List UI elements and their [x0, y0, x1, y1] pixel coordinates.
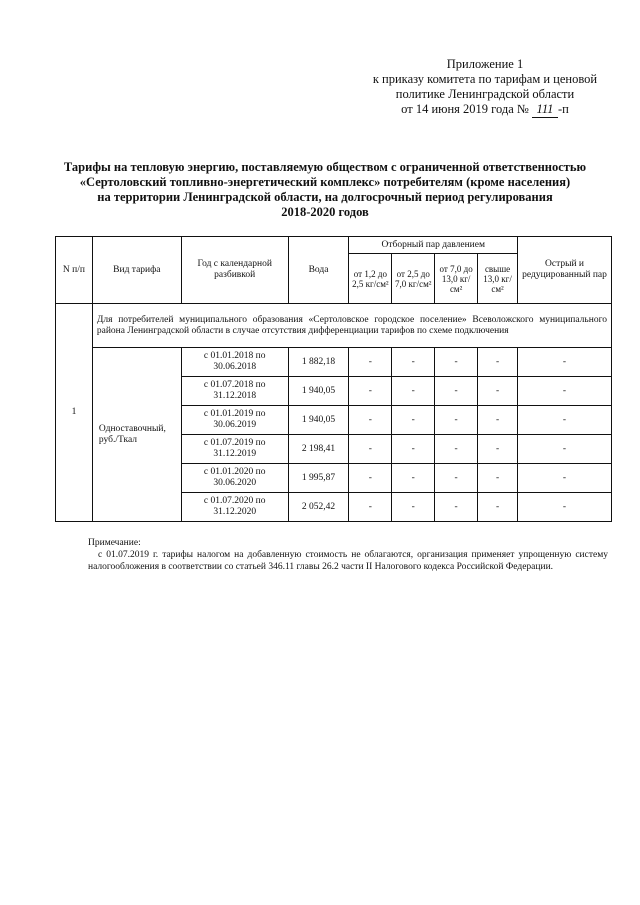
- header-num: N п/п: [56, 237, 93, 304]
- water-cell: 1 940,05: [288, 377, 349, 406]
- tariff-table: [55, 236, 612, 522]
- period-cell: с 01.07.2018 по 31.12.2018: [181, 377, 288, 406]
- consumer-group: Для потребителей муниципального образования «Сертоловское городское поселение» Всеволожского муниципального района Ленинградской области в случае отсутствия дифференциации тарифов по схеме подключения: [92, 304, 611, 348]
- steam-cell: -: [349, 377, 392, 406]
- steam-cell: -: [478, 493, 518, 522]
- steam-cell: -: [349, 348, 392, 377]
- header-period: Год с календарной разбивкой: [181, 237, 288, 304]
- steam-cell: -: [349, 406, 392, 435]
- header-steam-4: свыше 13,0 кг/см²: [478, 254, 518, 304]
- header-kind: Вид тарифа: [92, 237, 181, 304]
- header-steam-1: от 1,2 до 2,5 кг/см²: [349, 254, 392, 304]
- appendix-line3: политике Ленинградской области: [395, 87, 575, 101]
- header-steam-2: от 2,5 до 7,0 кг/см²: [392, 254, 435, 304]
- steam-cell: -: [349, 435, 392, 464]
- water-cell: 1 940,05: [288, 406, 349, 435]
- period-cell: с 01.01.2018 по 30.06.2018: [181, 348, 288, 377]
- period-cell: с 01.07.2020 по 31.12.2020: [181, 493, 288, 522]
- title-line3: на территории Ленинградской области, на долгосрочный период регулирования: [97, 190, 553, 204]
- water-cell: 1 995,87: [288, 464, 349, 493]
- steam-cell: -: [392, 464, 435, 493]
- tariff-kind: Одноставочный, руб./Ткал: [92, 348, 181, 522]
- appendix-date: от 14 июня 2019 года №: [401, 102, 529, 116]
- note-text: с 01.07.2019 г. тарифы налогом на добавленную стоимость не облагаются, организация применяет упрощенную систему налогообложения в соответствии со статьей 346.11 главы 26.2 части II Налогового кодекса Российской Федерации.: [88, 550, 608, 572]
- steam-cell: -: [392, 435, 435, 464]
- water-cell: 2 052,42: [288, 493, 349, 522]
- sharp-steam-cell: -: [518, 435, 612, 464]
- steam-cell: -: [435, 464, 478, 493]
- steam-cell: -: [392, 406, 435, 435]
- row-number: 1: [56, 304, 93, 522]
- header-steam-group: Отборный пар давлением: [349, 237, 518, 254]
- water-cell: 2 198,41: [288, 435, 349, 464]
- period-cell: с 01.07.2019 по 31.12.2019: [181, 435, 288, 464]
- steam-cell: -: [349, 464, 392, 493]
- period-cell: с 01.01.2019 по 30.06.2019: [181, 406, 288, 435]
- title-line2: «Сертоловский топливно-энергетический комплекс» потребителям (кроме населения): [79, 175, 571, 189]
- steam-cell: -: [435, 406, 478, 435]
- table-row: [56, 348, 612, 377]
- title-line1: Тарифы на тепловую энергию, поставляемую обществом с ограниченной ответственностью: [63, 160, 587, 174]
- steam-cell: -: [392, 377, 435, 406]
- water-cell: 1 882,18: [288, 348, 349, 377]
- order-number: 111: [532, 102, 558, 118]
- sharp-steam-cell: -: [518, 493, 612, 522]
- steam-cell: -: [435, 493, 478, 522]
- appendix-line1: Приложение 1: [446, 57, 524, 71]
- steam-cell: -: [478, 406, 518, 435]
- note-label: Примечание:: [88, 538, 141, 548]
- steam-cell: -: [435, 348, 478, 377]
- sharp-steam-cell: -: [518, 348, 612, 377]
- steam-cell: -: [478, 464, 518, 493]
- sharp-steam-cell: -: [518, 406, 612, 435]
- steam-cell: -: [478, 435, 518, 464]
- steam-cell: -: [349, 493, 392, 522]
- sharp-steam-cell: -: [518, 464, 612, 493]
- header-sharp-steam: Острый и редуцированный пар: [518, 237, 612, 304]
- steam-cell: -: [435, 377, 478, 406]
- note: [88, 537, 608, 573]
- steam-cell: -: [478, 348, 518, 377]
- title-line4: 2018-2020 годов: [281, 205, 369, 219]
- period-cell: с 01.01.2020 по 30.06.2020: [181, 464, 288, 493]
- header-water: Вода: [288, 237, 349, 304]
- steam-cell: -: [392, 348, 435, 377]
- header-steam-3: от 7,0 до 13,0 кг/см²: [435, 254, 478, 304]
- appendix-line2: к приказу комитета по тарифам и ценовой: [372, 72, 598, 86]
- steam-cell: -: [435, 435, 478, 464]
- appendix-date-line: [340, 102, 630, 118]
- sharp-steam-cell: -: [518, 377, 612, 406]
- steam-cell: -: [478, 377, 518, 406]
- document-title: [40, 160, 610, 220]
- order-suffix: -п: [557, 102, 569, 116]
- steam-cell: -: [392, 493, 435, 522]
- appendix-header: [340, 57, 630, 118]
